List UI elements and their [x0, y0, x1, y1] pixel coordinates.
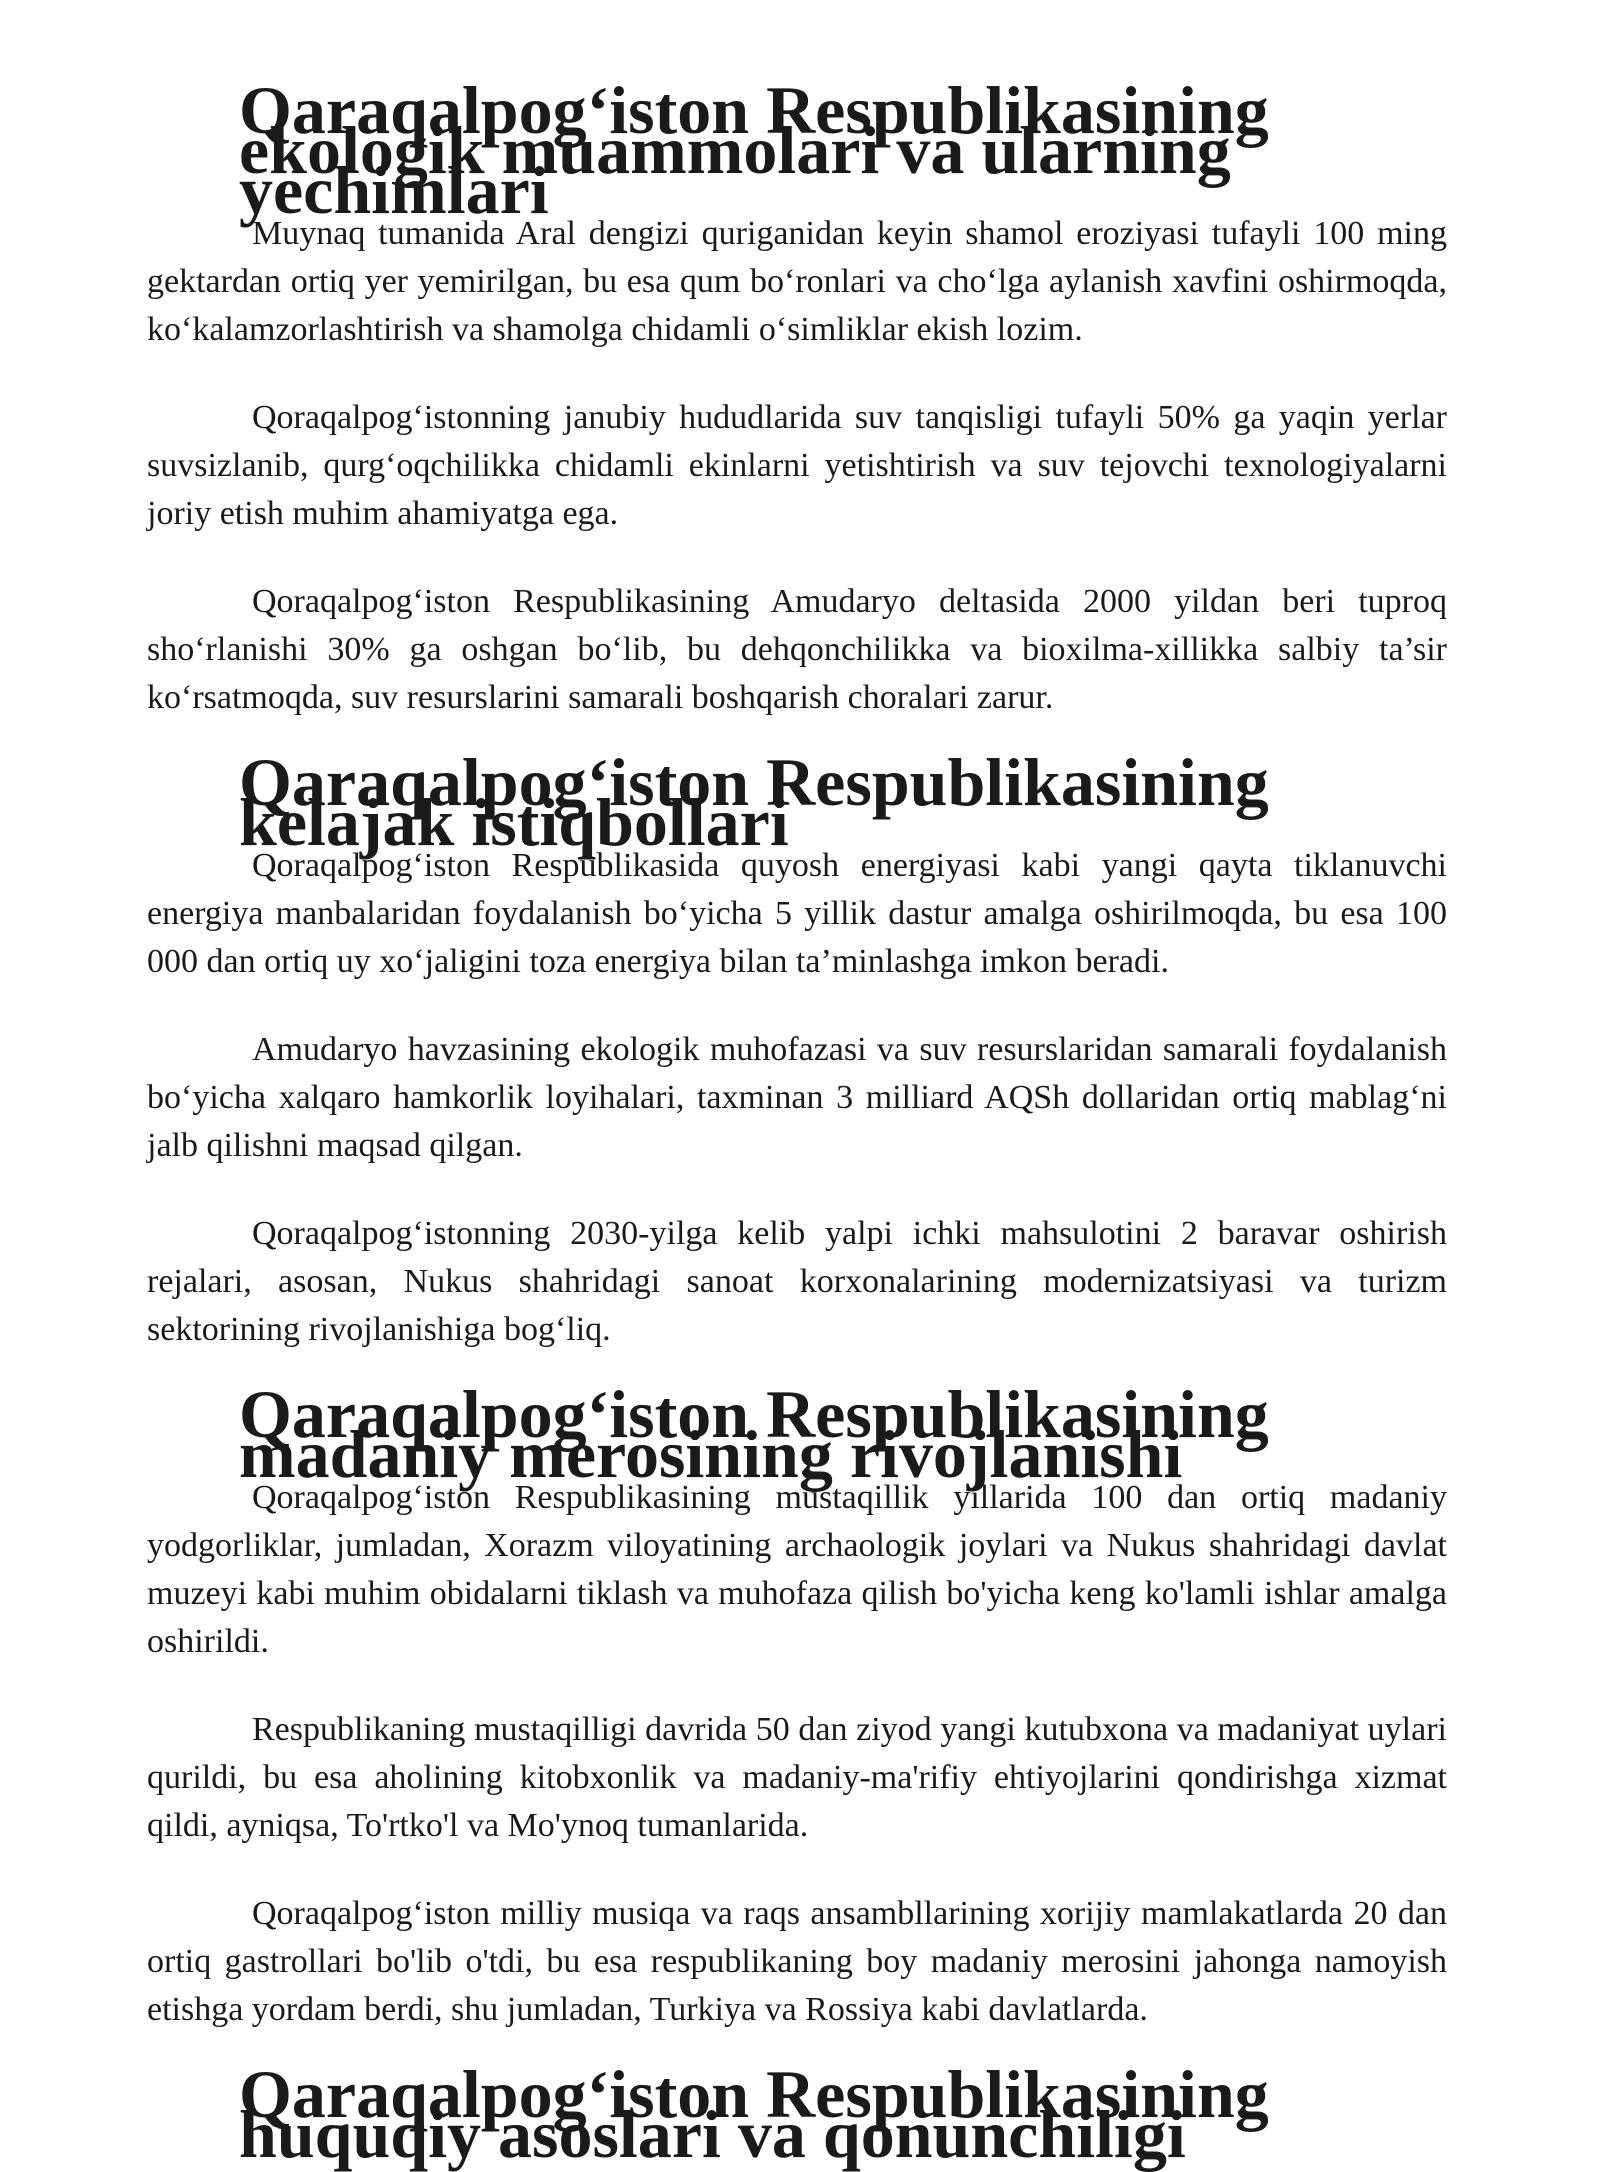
section-heading-future: Qaraqalpog‘iston Respublikasining kelajak istiqbollari [239, 744, 1269, 860]
paragraph: Respublikaning mustaqilligi davrida 50 dan ziyod yangi kutubxona va madaniyat uylari qurildi, bu esa aholining kitobxonlik va madaniy-ma'rifiy ehtiyojlarini qondirishga xizmat qildi, ayniqsa, To'rtko'l va Mo'ynoq tumanlarida. [147, 1711, 1447, 1844]
paragraph: Qoraqalpog‘iston Respublikasida quyosh energiyasi kabi yangi qayta tiklanuvchi energiya manbalaridan foydalanish bo‘yicha 5 yillik dastur amalga oshirilmoqda, bu esa 100 000 dan ortiq uy xo‘jaligini toza energiya bilan ta’minlashga imkon beradi. [147, 847, 1447, 980]
paragraph: Amudaryo havzasining ekologik muhofazasi va suv resurslaridan samarali foydalanish bo‘yicha xalqaro hamkorlik loyihalari, taxminan 3 milliard AQSh dollaridan ortiq mablag‘ni jalb qilishni maqsad qilgan. [147, 1031, 1447, 1164]
paragraph: Qoraqalpog‘iston milliy musiqa va raqs ansambllarining xorijiy mamlakatlarda 20 dan ortiq gastrollari bo'lib o'tdi, bu esa respublikaning boy madaniy merosini jahonga namoyish etishga yordam berdi, shu jumladan, Turkiya va Rossiya kabi davlatlarda. [147, 1895, 1447, 2028]
document-page [147, 72, 1447, 2172]
paragraph: Muynaq tumanida Aral dengizi quriganidan keyin shamol eroziyasi tufayli 100 ming gektardan ortiq yer yemirilgan, bu esa qum bo‘ronlari va cho‘lga aylanish xavfini oshirmoqda, ko‘kalamzorlashtirish va shamolga chidamli o‘simliklar ekish lozim. [147, 215, 1447, 348]
paragraph: Qoraqalpog‘istonning janubiy hududlarida suv tanqisligi tufayli 50% ga yaqin yerlar suvsizlanib, qurg‘oqchilikka chidamli ekinlarni yetishtirish va suv tejovchi texnologiyalarni joriy etish muhim ahamiyatga ega. [147, 399, 1447, 532]
paragraph: Qoraqalpog‘istonning 2030-yilga kelib yalpi ichki mahsulotini 2 baravar oshirish rejalari, asosan, Nukus shahridagi sanoat korxonalarining modernizatsiyasi va turizm sektorining rivojlanishiga bog‘liq. [147, 1215, 1447, 1348]
section-heading-law: Qaraqalpog‘iston Respublikasining huquqiy asoslari va qonunchiligi [239, 2056, 1269, 2172]
section-heading-culture: Qaraqalpog‘iston Respublikasining madaniy merosining rivojlanishi [239, 1376, 1269, 1492]
paragraph: Qoraqalpog‘iston Respublikasining Amudaryo deltasida 2000 yildan beri tuproq sho‘rlanishi 30% ga oshgan bo‘lib, bu dehqonchilikka va bioxilma-xillikka salbiy ta’sir ko‘rsatmoqda, suv resurslarini samarali boshqarish choralari zarur. [147, 583, 1447, 716]
section-heading-ecology: Qaraqalpog‘iston Respublikasining ekologik muammolari va ularning yechimlari [239, 72, 1269, 228]
paragraph: Qoraqalpog‘iston Respublikasining mustaqillik yillarida 100 dan ortiq madaniy yodgorliklar, jumladan, Xorazm viloyatining archaologik joylari va Nukus shahridagi davlat muzeyi kabi muhim obidalarni tiklash va muhofaza qilish bo'yicha keng ko'lamli ishlar amalga oshirildi. [147, 1479, 1447, 1660]
